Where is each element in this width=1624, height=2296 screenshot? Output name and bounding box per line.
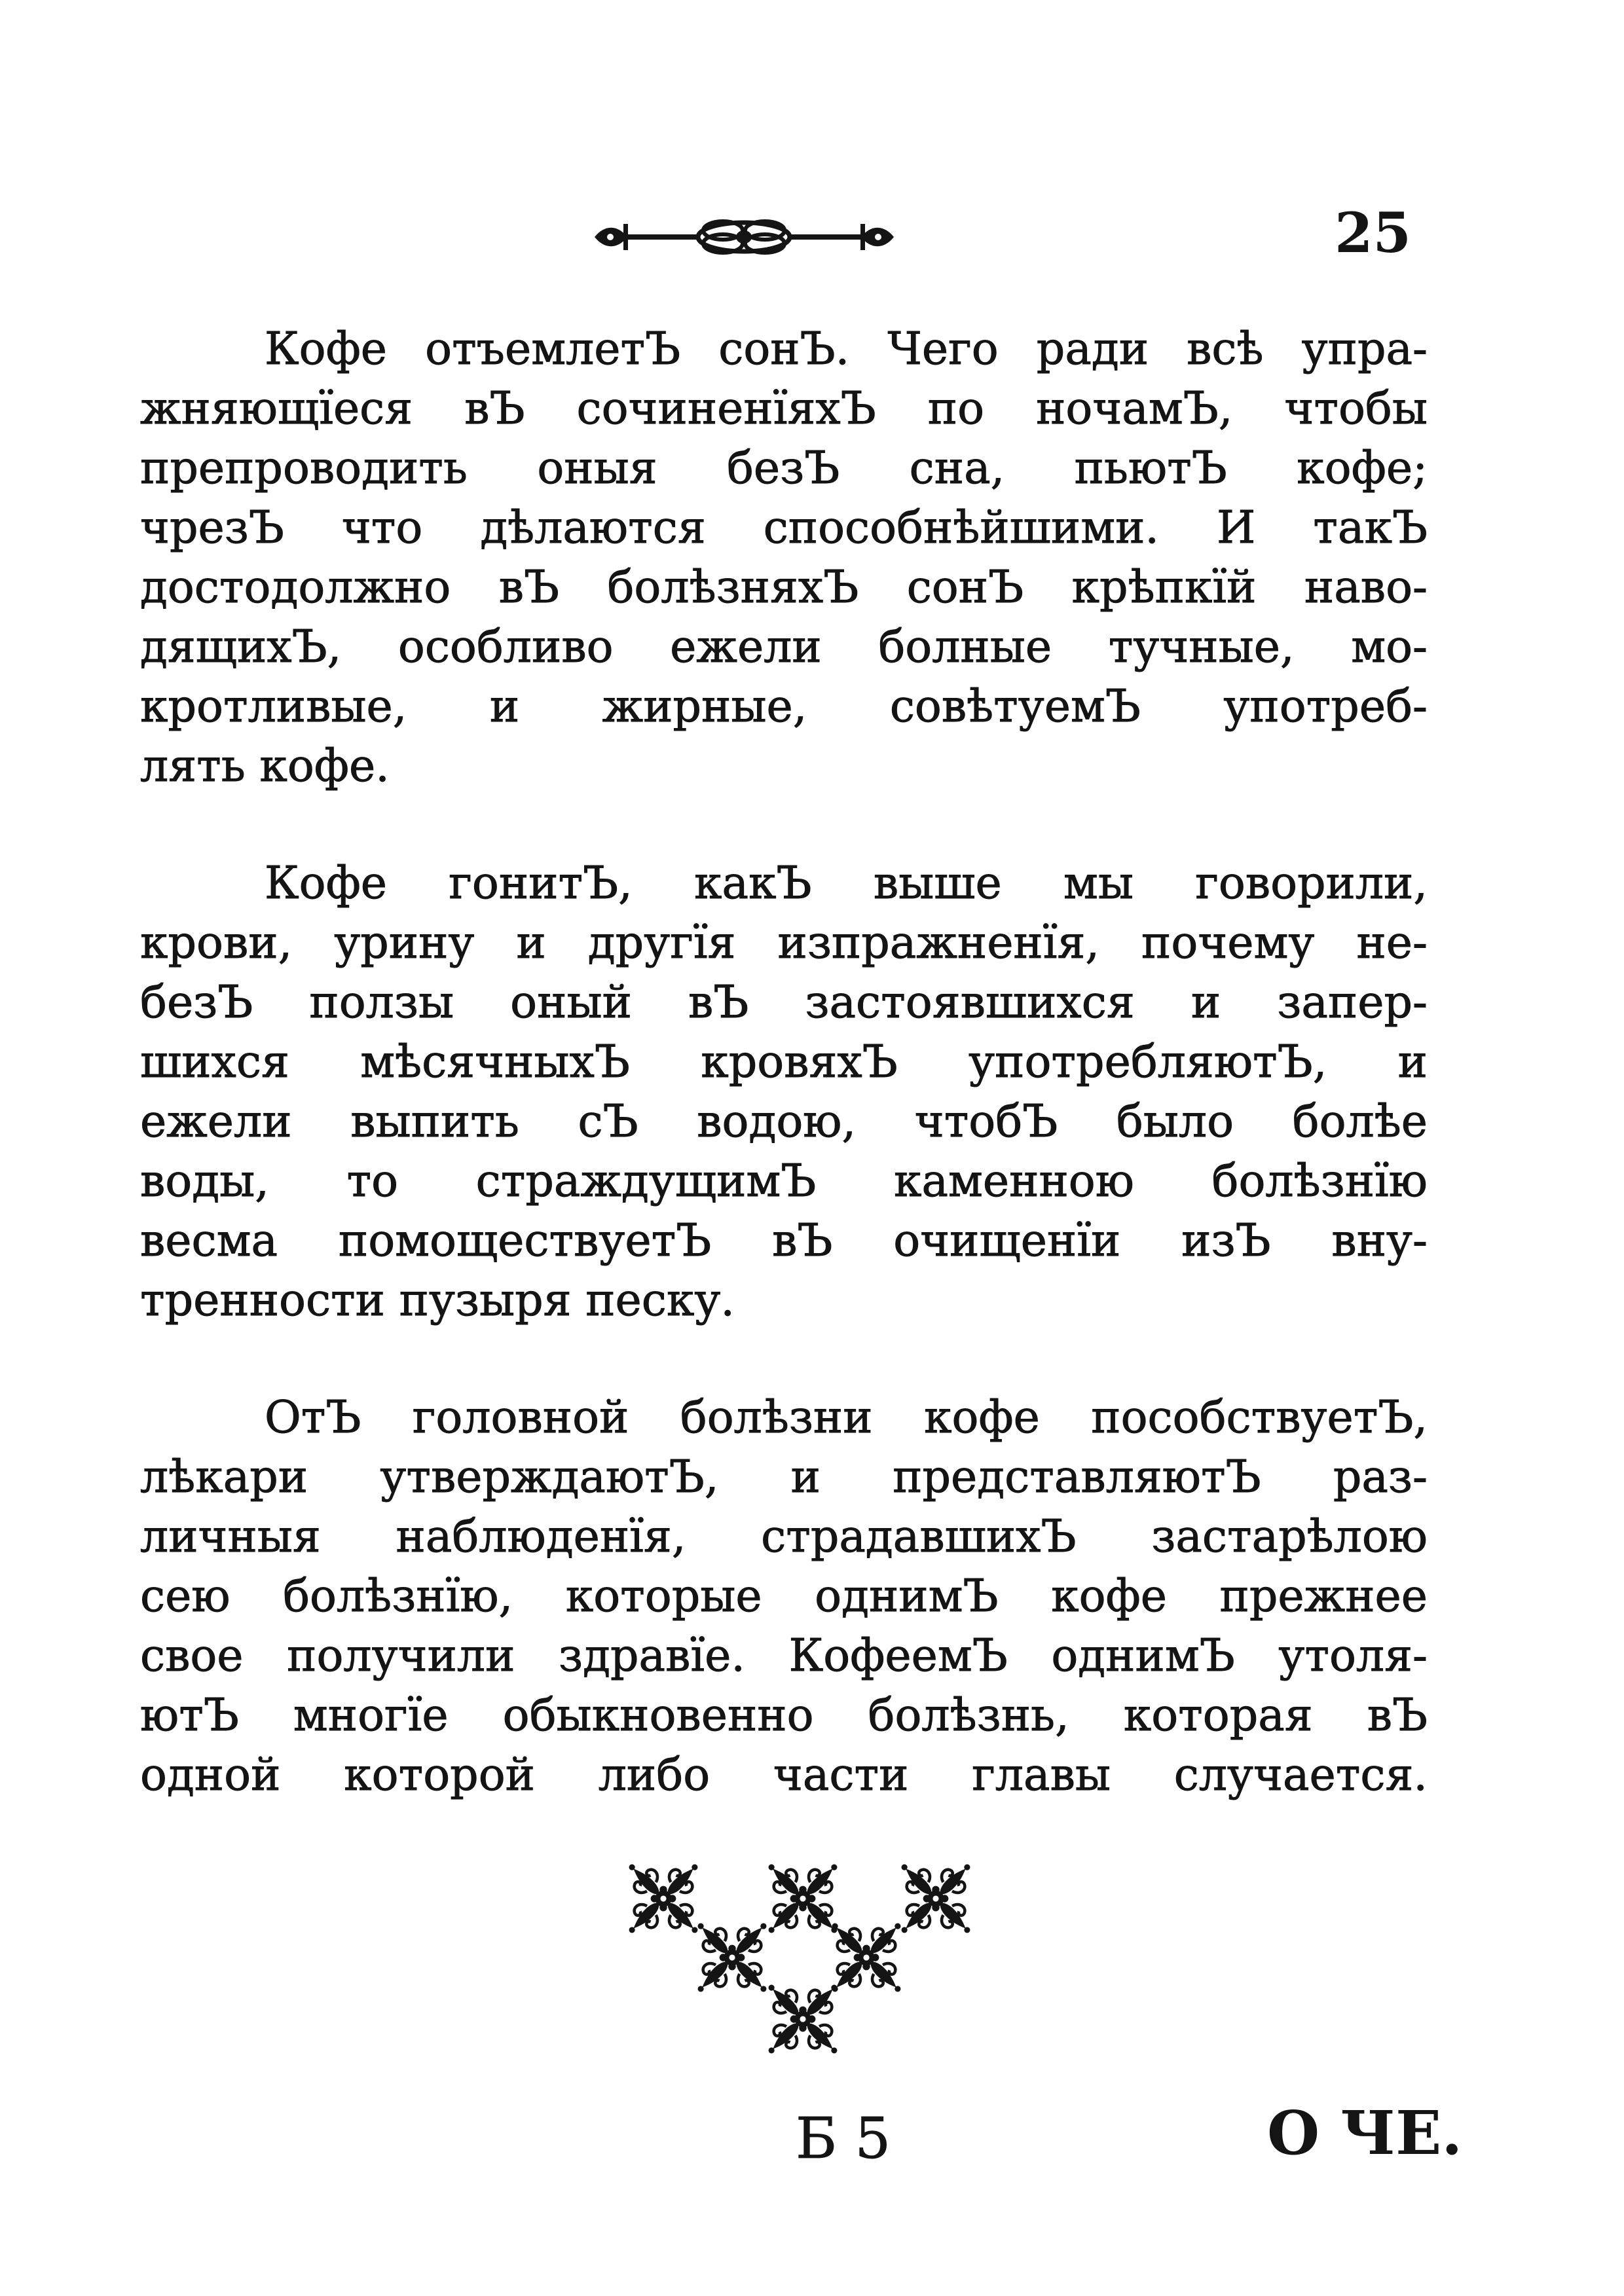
text-line: кротливые, и жирные, совѣтуемЪ употреб-: [140, 681, 1428, 733]
fleuron-ornament: [832, 1923, 901, 1992]
text-line: одной которой либо части главы случается.: [140, 1749, 1428, 1801]
text-line: Кофе гонитЪ, какЪ выше мы говорили,: [265, 858, 1428, 909]
text-line: ютЪ многїе обыкновенно болѣзнь, которая вЪ: [140, 1690, 1428, 1741]
headpiece-knot: [685, 217, 803, 257]
text-line: безЪ ползы оный вЪ застоявшихся и запер-: [140, 977, 1428, 1029]
text-line: чрезЪ что дѣлаются способнѣйшими. И такЪ: [140, 502, 1428, 554]
text-line: лять кофе.: [140, 740, 390, 792]
text-line: лѣкари утверждаютЪ, и представляютЪ раз-: [140, 1451, 1428, 1503]
headpiece-right-fleur: [860, 224, 894, 250]
page-number: 25: [1335, 200, 1411, 265]
text-line: жняющїеся вЪ сочиненїяхЪ по ночамЪ, чтобы: [140, 383, 1428, 435]
text-line: достодолжно вЪ болѣзняхЪ сонЪ крѣпкїй наво-: [140, 562, 1428, 613]
text-line: препроводить оныя безЪ сна, пьютЪ кофе;: [140, 443, 1428, 494]
paragraph-2: [140, 854, 1428, 1330]
text-line: воды, то страждущимЪ каменною болѣзнїю: [140, 1156, 1428, 1207]
text-line: свое получили здравїе. КофеемЪ однимЪ утоля-: [140, 1630, 1428, 1682]
fleuron-ornament: [769, 1865, 838, 1933]
text-line: ежели выпить сЪ водою, чтобЪ было болѣе: [140, 1096, 1428, 1148]
headpiece-ornament: [589, 204, 899, 270]
fleuron-ornament: [902, 1865, 970, 1933]
text-line: тренности пузыря песку.: [140, 1275, 735, 1326]
headpiece-left-fleur: [595, 224, 628, 250]
fleuron-ornament: [629, 1865, 698, 1933]
fleuron-ornament: [698, 1923, 767, 1992]
paragraph-1: [140, 319, 1428, 796]
text-line: шихся мѣсячныхЪ кровяхЪ употребляютЪ, и: [140, 1036, 1428, 1088]
signature-mark: Б 5: [796, 2106, 891, 2172]
body-text: [140, 319, 1428, 1805]
fleuron-ornament: [769, 1985, 838, 2054]
text-line: личныя наблюденїя, страдавшихЪ застарѣлою: [140, 1511, 1428, 1563]
text-line: Кофе отъемлетЪ сонЪ. Чего ради всѣ упра-: [265, 323, 1428, 375]
text-line: крови, урину и другїя изпражненїя, почему не-: [140, 917, 1428, 969]
text-line: ОтЪ головной болѣзни кофе пособствуетЪ,: [265, 1392, 1428, 1444]
text-line: весма помоществуетЪ вЪ очищенїи изЪ вну-: [140, 1215, 1428, 1267]
text-line: дящихЪ, особливо ежели болные тучные, мо-: [140, 621, 1428, 673]
text-line: сею болѣзнїю, которые однимЪ кофе прежнее: [140, 1571, 1428, 1622]
catchword: О ЧЕ.: [1267, 2098, 1463, 2168]
fleuron-tailpiece-ornament: [626, 1861, 976, 2058]
paragraph-3: [140, 1388, 1428, 1805]
